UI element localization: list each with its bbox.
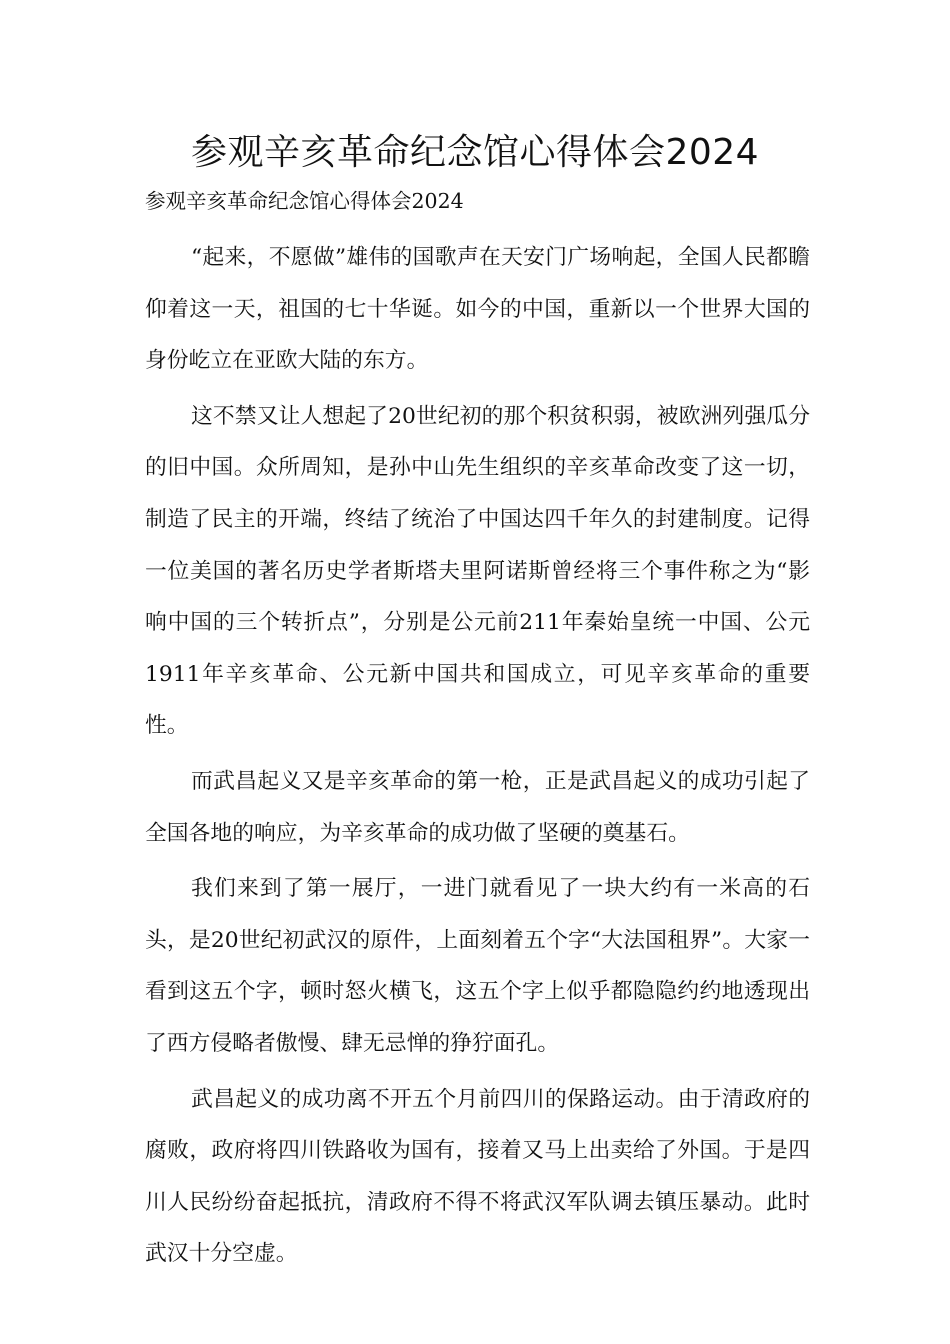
document-body [145,232,810,1284]
paragraph: “起来，不愿做”雄伟的国歌声在天安门广场响起，全国人民都瞻仰着这一天，祖国的七十华诞。如今的中国，重新以一个世界大国的身份屹立在亚欧大陆的东方。 [145,245,810,374]
document-title: 参观辛亥革命纪念馆心得体会2024 [190,132,760,173]
paragraph: 这不禁又让人想起了20世纪初的那个积贫积弱，被欧洲列强瓜分的旧中国。众所周知，是孙中山先生组织的辛亥革命改变了这一切，制造了民主的开端，终结了统治了中国达四千年久的封建制度。记得一位美国的著名历史学者斯塔夫里阿诺斯曾经将三个事件称之为“影响中国的三个转折点”，分别是公元前211年秦始皇统一中国、公元1911年辛亥革命、公元新中国共和国成立，可见辛亥革命的重要性。 [145,403,810,739]
document-subtitle: 参观辛亥革命纪念馆心得体会2024 [145,189,464,213]
paragraph: 而武昌起义又是辛亥革命的第一枪，正是武昌起义的成功引起了全国各地的响应，为辛亥革命的成功做了坚硬的奠基石。 [145,768,810,846]
paragraph: 武昌起义的成功离不开五个月前四川的保路运动。由于清政府的腐败，政府将四川铁路收为国有，接着又马上出卖给了外国。于是四川人民纷纷奋起抵抗，清政府不得不将武汉军队调去镇压暴动。此时武汉十分空虚。 [145,1086,810,1267]
paragraph: 我们来到了第一展厅，一进门就看见了一块大约有一米高的石头，是20世纪初武汉的原件，上面刻着五个字“大法国租界”。大家一看到这五个字，顿时怒火横飞，这五个字上似乎都隐隐约约地透现出了西方侵略者傲慢、肆无忌惮的狰狞面孔。 [145,876,810,1056]
